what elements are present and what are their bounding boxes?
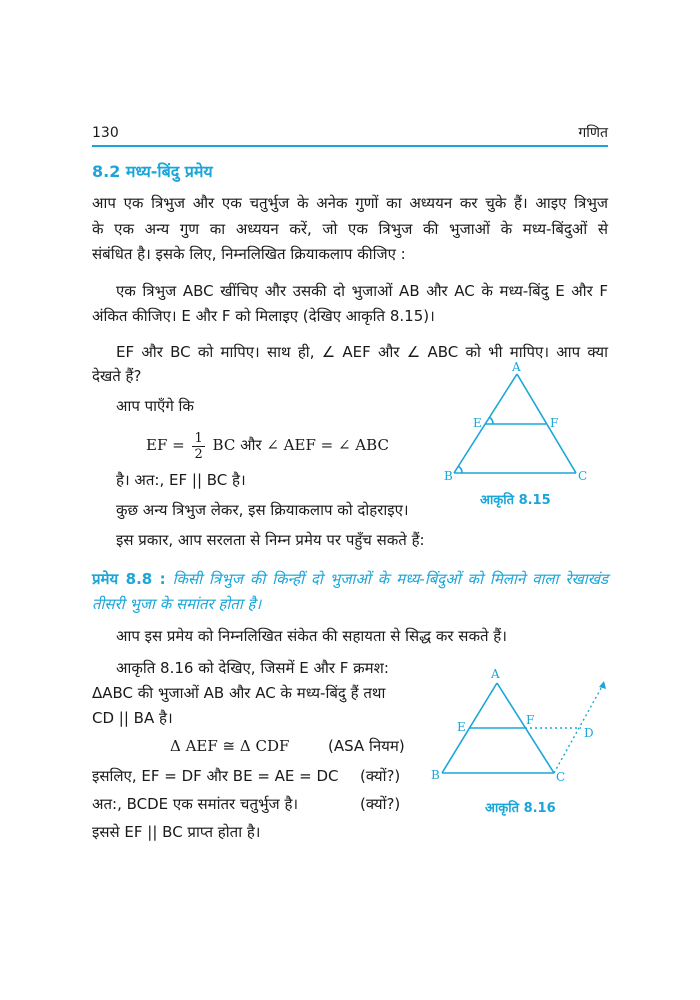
intro-line-2: के एक अन्य गुण का अध्ययन करें, जो एक त्रिभुज की भुजाओं के मध्य-बिंदुओं से (92, 220, 608, 238)
proof-line-3: CD || BA है। (92, 709, 173, 727)
fraction-denominator: 2 (194, 446, 203, 462)
repeat-line: कुछ अन्य त्रिभुज लेकर, इस क्रियाकलाप को दोहराइए। (116, 501, 409, 519)
fraction-half (192, 431, 204, 462)
equation-right: BC और ∠ AEF = ∠ ABC (212, 436, 389, 454)
vertex-label-e-2: E (457, 720, 466, 734)
figure-8-16 (428, 665, 618, 795)
vertex-label-f-2: F (526, 713, 535, 727)
theorem-line-2: तीसरी भुजा के समांतर होता है। (92, 595, 262, 613)
equation (146, 428, 389, 462)
section-title: 8.2 मध्य-बिंदु प्रमेय (92, 162, 213, 181)
fraction-numerator: 1 (194, 430, 203, 446)
figure-8-15-caption: आकृति 8.15 (480, 493, 551, 508)
why-1: (क्यों?) (360, 767, 401, 785)
vertex-label-d: D (584, 726, 594, 740)
activity-line-2: अंकित कीजिए। E और F को मिलाइए (देखिए आकृति 8.15)। (92, 307, 435, 325)
proof-line-1: आकृति 8.16 को देखिए, जिसमें E और F क्रमश: (116, 659, 389, 677)
intro-line-1: आप एक त्रिभुज और एक चतुर्भुज के अनेक गुणों का अध्ययन कर चुके हैं। आइए त्रिभुज (92, 194, 608, 212)
activity-line-1: एक त्रिभुज ABC खींचिए और उसकी दो भुजाओं AB और AC के मध्य-बिंदु E और F (116, 282, 608, 300)
proof-intro: आप इस प्रमेय को निम्नलिखित संकेत की सहायता से सिद्ध कर सकते हैं। (116, 627, 507, 645)
arrow-head (599, 681, 606, 689)
so-line-2: अत:, BCDE एक समांतर चतुर्भुज है। (92, 795, 299, 813)
vertex-label-c: C (578, 469, 588, 483)
vertex-label-a: A (512, 360, 521, 374)
measure-line-1: EF और BC को मापिए। साथ ही, ∠ AEF और ∠ ABC को भी मापिए। आप क्या (116, 343, 608, 361)
asa-rule: (ASA नियम) (328, 737, 405, 755)
vertex-label-a-2: A (491, 667, 500, 681)
congruence-statement: Δ AEF ≅ Δ CDF (170, 737, 290, 755)
hence-line: है। अत:, EF || BC है। (116, 471, 246, 489)
so-line-3: इससे EF || BC प्राप्त होता है। (92, 823, 261, 841)
conclude-line: इस प्रकार, आप सरलता से निम्न प्रमेय पर पहुँच सकते हैं: (116, 531, 425, 549)
running-header-subject: गणित (578, 125, 608, 141)
header-rule (92, 145, 608, 147)
vertex-label-f: F (550, 416, 559, 430)
figure-8-15 (440, 360, 610, 510)
figure-8-16-caption: आकृति 8.16 (485, 801, 556, 816)
theorem-text-1: किसी त्रिभुज की किन्हीं दो भुजाओं के मध्य-बिंदुओं को मिलाने वाला रेखाखंड (172, 570, 608, 588)
proof-line-2: ΔABC की भुजाओं AB और AC के मध्य-बिंदु हैं तथा (92, 684, 386, 702)
measure-line-2: देखते हैं? (92, 367, 142, 385)
angle-mark-aef (489, 417, 493, 424)
vertex-label-c-2: C (556, 770, 566, 784)
vertex-label-e: E (473, 416, 482, 430)
angle-mark-abc (458, 466, 462, 473)
theorem-label: प्रमेय 8.8 : (92, 570, 166, 588)
intro-line-3: संबंधित है। इसके लिए, निम्नलिखित क्रियाकलाप कीजिए : (92, 245, 406, 263)
why-2: (क्यों?) (360, 795, 401, 813)
page-number: 130 (92, 125, 119, 141)
theorem-line-1 (92, 569, 608, 589)
vertex-label-b: B (444, 469, 453, 483)
equation-left: EF = (146, 436, 185, 454)
find-line: आप पाएँगे कि (116, 397, 194, 415)
vertex-label-b-2: B (431, 768, 440, 782)
so-line-1: इसलिए, EF = DF और BE = AE = DC (92, 767, 339, 785)
